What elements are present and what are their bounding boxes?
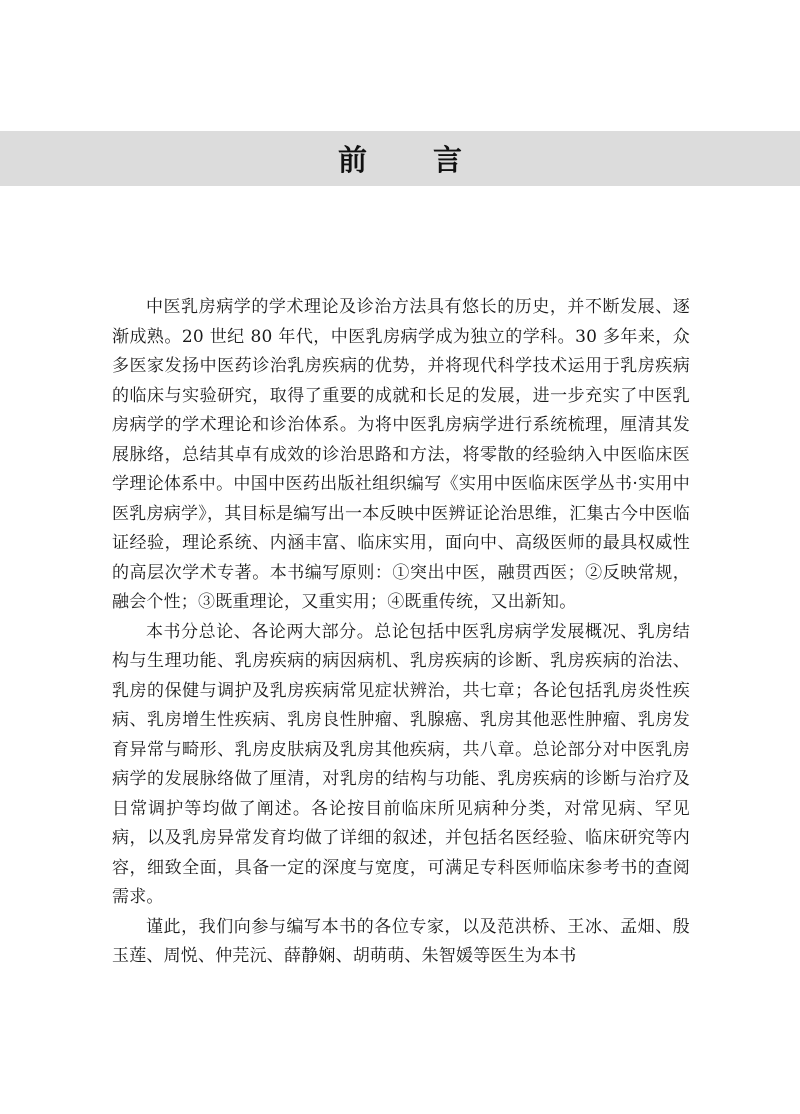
page-title: 前言 — [337, 143, 528, 177]
preface-body — [112, 293, 690, 972]
paragraph-1: 中医乳房病学的学术理论及诊治方法具有悠长的历史，并不断发展、逐渐成熟。20 世纪 80 年代，中医乳房病学成为独立的学科。30 多年来，众多医家发扬中医药诊治乳房疾病的优势，并将现代科学技术运用于乳房疾病的临床与实验研究，取得了重要的成就和长足的发展，进一步充实了中医乳房病学的学术理论和诊治体系。为将中医乳房病学进行系统梳理，厘清其发展脉络，总结其卓有成效的诊治思路和方法，将零散的经验纳入中医临床医学理论体系中。中国中医药出版社组织编写《实用中医临床医学丛书·实用中医乳房病学》，其目标是编写出一本反映中医辨证论治思维，汇集古今中医临证经验，理论系统、内涵丰富、临床实用，面向中、高级医师的最具权威性的高层次学术专著。本书编写原则：①突出中医，融贯西医；②反映常规，融会个性；③既重理论，又重实用；④既重传统，又出新知。 — [112, 297, 690, 612]
paragraph-2: 本书分总论、各论两大部分。总论包括中医乳房病学发展概况、乳房结构与生理功能、乳房疾病的病因病机、乳房疾病的诊断、乳房疾病的治法、乳房的保健与调护及乳房疾病常见症状辨治，共七章；各论包括乳房炎性疾病、乳房增生性疾病、乳房良性肿瘤、乳腺癌、乳房其他恶性肿瘤、乳房发育异常与畸形、乳房皮肤病及乳房其他疾病，共八章。总论部分对中医乳房病学的发展脉络做了厘清，对乳房的结构与功能、乳房疾病的诊断与治疗及日常调护等均做了阐述。各论按目前临床所见病种分类，对常见病、罕见病，以及乳房异常发育均做了详细的叙述，并包括名医经验、临床研究等内容，细致全面，具备一定的深度与宽度，可满足专科医师临床参考书的查阅需求。 — [112, 621, 690, 907]
title-band — [0, 131, 800, 186]
paragraph-3: 谨此，我们向参与编写本书的各位专家，以及范洪桥、王冰、孟畑、殷玉莲、周悦、仲芫沅、薛静娴、胡萌萌、朱智媛等医生为本书 — [112, 916, 690, 966]
